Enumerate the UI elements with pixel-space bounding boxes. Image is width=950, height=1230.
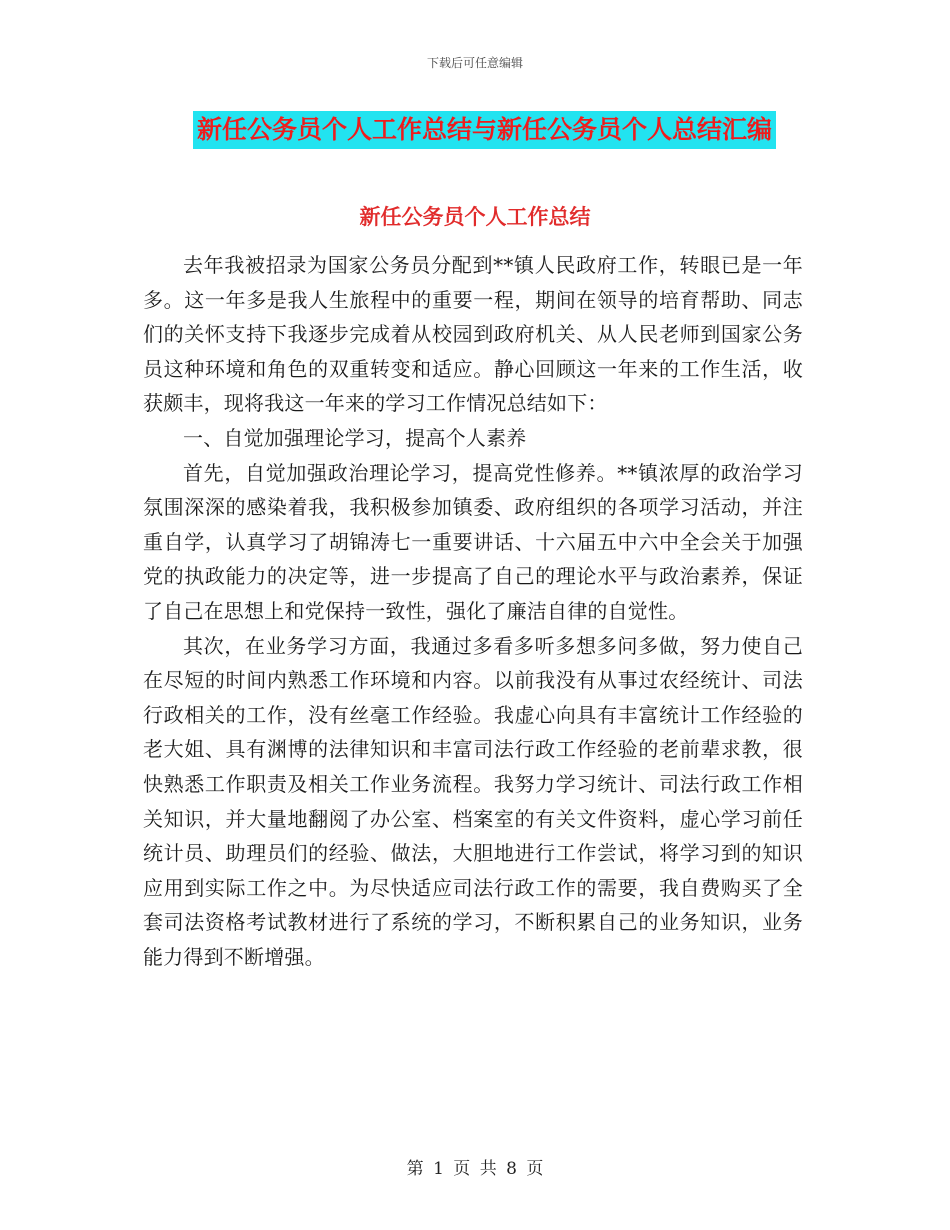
document-body bbox=[143, 248, 803, 974]
header-note: 下载后可任意编辑 bbox=[426, 56, 523, 70]
document-main-title: 新任公务员个人工作总结与新任公务员个人总结汇编 bbox=[193, 111, 776, 149]
section-heading-1: 一、自觉加强理论学习，提高个人素养 bbox=[183, 425, 527, 450]
paragraph-political-study: 首先，自觉加强政治理论学习，提高党性修养。**镇浓厚的政治学习氛围深深的感染着我，我积极参加镇委、政府组织的各项学习活动，并注重自学，认真学习了胡锦涛七一重要讲话、十六届五中六中全会关于加强党的执政能力的决定等，进一步提高了自己的理论水平与政治素养，保证了自己在思想上和党保持一致性，强化了廉洁自律的自觉性。 bbox=[143, 460, 803, 623]
section-title: 新任公务员个人工作总结 bbox=[359, 205, 591, 229]
paragraph-intro: 去年我被招录为国家公务员分配到**镇人民政府工作，转眼已是一年多。这一年多是我人生旅程中的重要一程，期间在领导的培育帮助、同志们的关怀支持下我逐步完成着从校园到政府机关、从人民老师到国家公务员这种环境和角色的双重转变和适应。静心回顾这一年来的工作生活，收获颇丰，现将我这一年来的学习工作情况总结如下： bbox=[143, 253, 803, 416]
page-footer: 第 1 页 共 8 页 bbox=[406, 1159, 544, 1179]
paragraph-business-study: 其次，在业务学习方面，我通过多看多听多想多问多做，努力使自己在尽短的时间内熟悉工作环境和内容。以前我没有从事过农经统计、司法行政相关的工作，没有丝毫工作经验。我虚心向具有丰富统计工作经验的老大姐、具有渊博的法律知识和丰富司法行政工作经验的老前辈求教，很快熟悉工作职责及相关工作业务流程。我努力学习统计、司法行政工作相关知识，并大量地翻阅了办公室、档案室的有关文件资料，虚心学习前任统计员、助理员们的经验、做法，大胆地进行工作尝试，将学习到的知识应用到实际工作之中。为尽快适应司法行政工作的需要，我自费购买了全套司法资格考试教材进行了系统的学习，不断积累自己的业务知识，业务能力得到不断增强。 bbox=[143, 633, 803, 969]
